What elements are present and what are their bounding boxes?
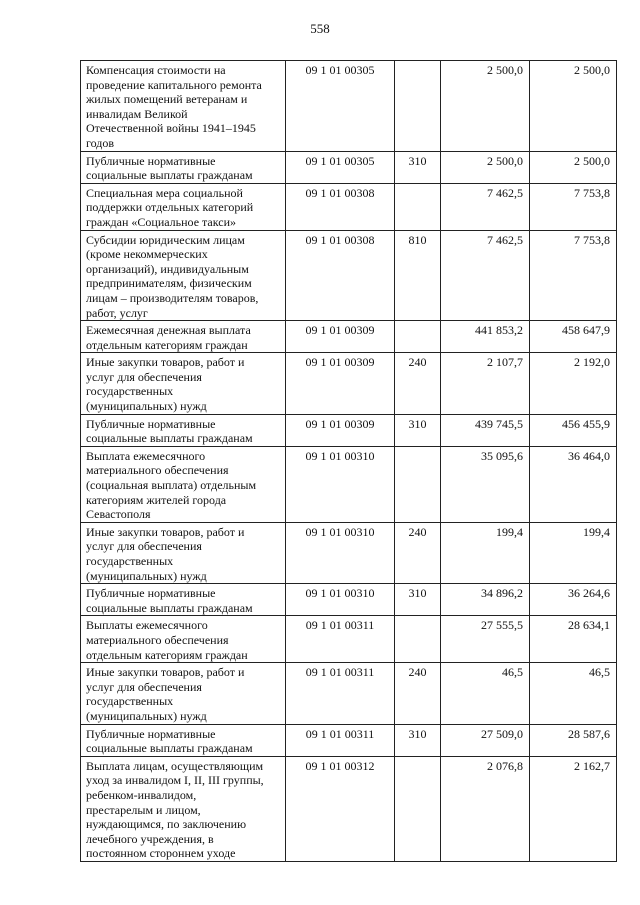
target-code-cell: 09 1 01 00311: [286, 616, 395, 663]
target-code-cell: 09 1 01 00308: [286, 230, 395, 321]
amount-year1-cell: 439 745,5: [441, 414, 530, 446]
expense-type-cell: 810: [395, 230, 441, 321]
amount-year2-cell: 7 753,8: [530, 183, 617, 230]
target-code-cell: 09 1 01 00308: [286, 183, 395, 230]
row-name-cell: [81, 724, 286, 756]
expense-type-cell: 240: [395, 663, 441, 724]
amount-year2-cell: 199,4: [530, 522, 617, 583]
target-code-cell: 09 1 01 00305: [286, 151, 395, 183]
row-name-cell: [81, 616, 286, 663]
row-name-cell: [81, 230, 286, 321]
expense-type-cell: 310: [395, 584, 441, 616]
row-name-cell: [81, 353, 286, 414]
row-name: Компенсация стоимости на проведение капитального ремонта жилых помещений ветеранам и инвалидам Великой Отечественной войны 1941–1945 годов: [86, 63, 262, 150]
expense-type-cell: [395, 183, 441, 230]
row-name-cell: [81, 321, 286, 353]
row-name-cell: [81, 61, 286, 152]
amount-year1-cell: 199,4: [441, 522, 530, 583]
amount-year2-cell: 36 464,0: [530, 446, 617, 522]
target-code-cell: 09 1 01 00312: [286, 756, 395, 861]
row-name: Иные закупки товаров, работ и услуг для обеспечения государственных (муниципальных) нужд: [86, 665, 245, 723]
target-code-cell: 09 1 01 00309: [286, 414, 395, 446]
table-row: [81, 584, 617, 616]
amount-year1-cell: 27 555,5: [441, 616, 530, 663]
table-row: [81, 663, 617, 724]
row-name: Субсидии юридическим лицам (кроме некоммерческих организаций), индивидуальным предпринимателям, физическим лицам – производителям товаров, работ, услуг: [86, 232, 259, 320]
target-code-cell: 09 1 01 00311: [286, 663, 395, 724]
target-code-cell: 09 1 01 00310: [286, 584, 395, 616]
budget-table: [80, 60, 617, 862]
row-name: Публичные нормативные социальные выплаты гражданам: [86, 726, 253, 756]
amount-year2-cell: 456 455,9: [530, 414, 617, 446]
row-name-cell: [81, 663, 286, 724]
amount-year1-cell: 46,5: [441, 663, 530, 724]
amount-year1-cell: 2 107,7: [441, 353, 530, 414]
row-name-cell: [81, 414, 286, 446]
table-row: [81, 724, 617, 756]
row-name: Иные закупки товаров, работ и услуг для обеспечения государственных (муниципальных) нужд: [86, 524, 245, 583]
amount-year1-cell: 35 095,6: [441, 446, 530, 522]
amount-year1-cell: 2 500,0: [441, 151, 530, 183]
row-name: Выплаты ежемесячного материального обеспечения отдельным категориям граждан: [86, 618, 248, 662]
expense-type-cell: 240: [395, 522, 441, 583]
amount-year2-cell: 458 647,9: [530, 321, 617, 353]
row-name: Публичные нормативные социальные выплаты гражданам: [86, 586, 253, 615]
expense-type-cell: [395, 61, 441, 152]
row-name: Ежемесячная денежная выплата отдельным категориям граждан: [86, 323, 251, 352]
expense-type-cell: 310: [395, 414, 441, 446]
target-code-cell: 09 1 01 00309: [286, 321, 395, 353]
expense-type-cell: 310: [395, 724, 441, 756]
expense-type-cell: 240: [395, 353, 441, 414]
table-row: [81, 522, 617, 583]
expense-type-cell: [395, 446, 441, 522]
amount-year1-cell: 7 462,5: [441, 183, 530, 230]
amount-year1-cell: 34 896,2: [441, 584, 530, 616]
table-row: [81, 616, 617, 663]
table-row: [81, 353, 617, 414]
table-row: [81, 446, 617, 522]
row-name-cell: [81, 446, 286, 522]
row-name: Публичные нормативные социальные выплаты гражданам: [86, 153, 253, 183]
target-code-cell: 09 1 01 00309: [286, 353, 395, 414]
target-code-cell: 09 1 01 00305: [286, 61, 395, 152]
page-number: 558: [310, 21, 330, 36]
table-row: [81, 756, 617, 861]
target-code-cell: 09 1 01 00310: [286, 446, 395, 522]
amount-year1-cell: 7 462,5: [441, 230, 530, 321]
amount-year1-cell: 441 853,2: [441, 321, 530, 353]
table-row: [81, 151, 617, 183]
row-name-cell: [81, 522, 286, 583]
row-name: Выплата лицам, осуществляющим уход за инвалидом I, II, III группы, ребенком-инвалидом, престарелым и лицом, нуждающимся, по заключению лечебного учреждения, в постоянном стороннем уходе: [86, 758, 264, 861]
amount-year2-cell: 2 162,7: [530, 756, 617, 861]
amount-year1-cell: 2 500,0: [441, 61, 530, 152]
amount-year2-cell: 28 634,1: [530, 616, 617, 663]
row-name-cell: [81, 756, 286, 861]
amount-year2-cell: 2 500,0: [530, 61, 617, 152]
amount-year1-cell: 2 076,8: [441, 756, 530, 861]
row-name-cell: [81, 183, 286, 230]
table-row: [81, 321, 617, 353]
row-name: Специальная мера социальной поддержки отдельных категорий граждан «Социальное такси»: [86, 185, 254, 229]
table-row: [81, 183, 617, 230]
expense-type-cell: 310: [395, 151, 441, 183]
expense-type-cell: [395, 756, 441, 861]
amount-year2-cell: 36 264,6: [530, 584, 617, 616]
row-name: Выплата ежемесячного материального обеспечения (социальная выплата) отдельным категориям жителей города Севастополя: [86, 448, 257, 522]
row-name: Иные закупки товаров, работ и услуг для обеспечения государственных (муниципальных) нужд: [86, 355, 245, 414]
target-code-cell: 09 1 01 00310: [286, 522, 395, 583]
amount-year2-cell: 2 500,0: [530, 151, 617, 183]
amount-year2-cell: 28 587,6: [530, 724, 617, 756]
amount-year2-cell: 7 753,8: [530, 230, 617, 321]
row-name-cell: [81, 151, 286, 183]
expense-type-cell: [395, 616, 441, 663]
expense-type-cell: [395, 321, 441, 353]
table-row: [81, 414, 617, 446]
row-name: Публичные нормативные социальные выплаты гражданам: [86, 416, 253, 446]
table-row: [81, 230, 617, 321]
target-code-cell: 09 1 01 00311: [286, 724, 395, 756]
amount-year2-cell: 46,5: [530, 663, 617, 724]
table-row: [81, 61, 617, 152]
amount-year1-cell: 27 509,0: [441, 724, 530, 756]
row-name-cell: [81, 584, 286, 616]
amount-year2-cell: 2 192,0: [530, 353, 617, 414]
